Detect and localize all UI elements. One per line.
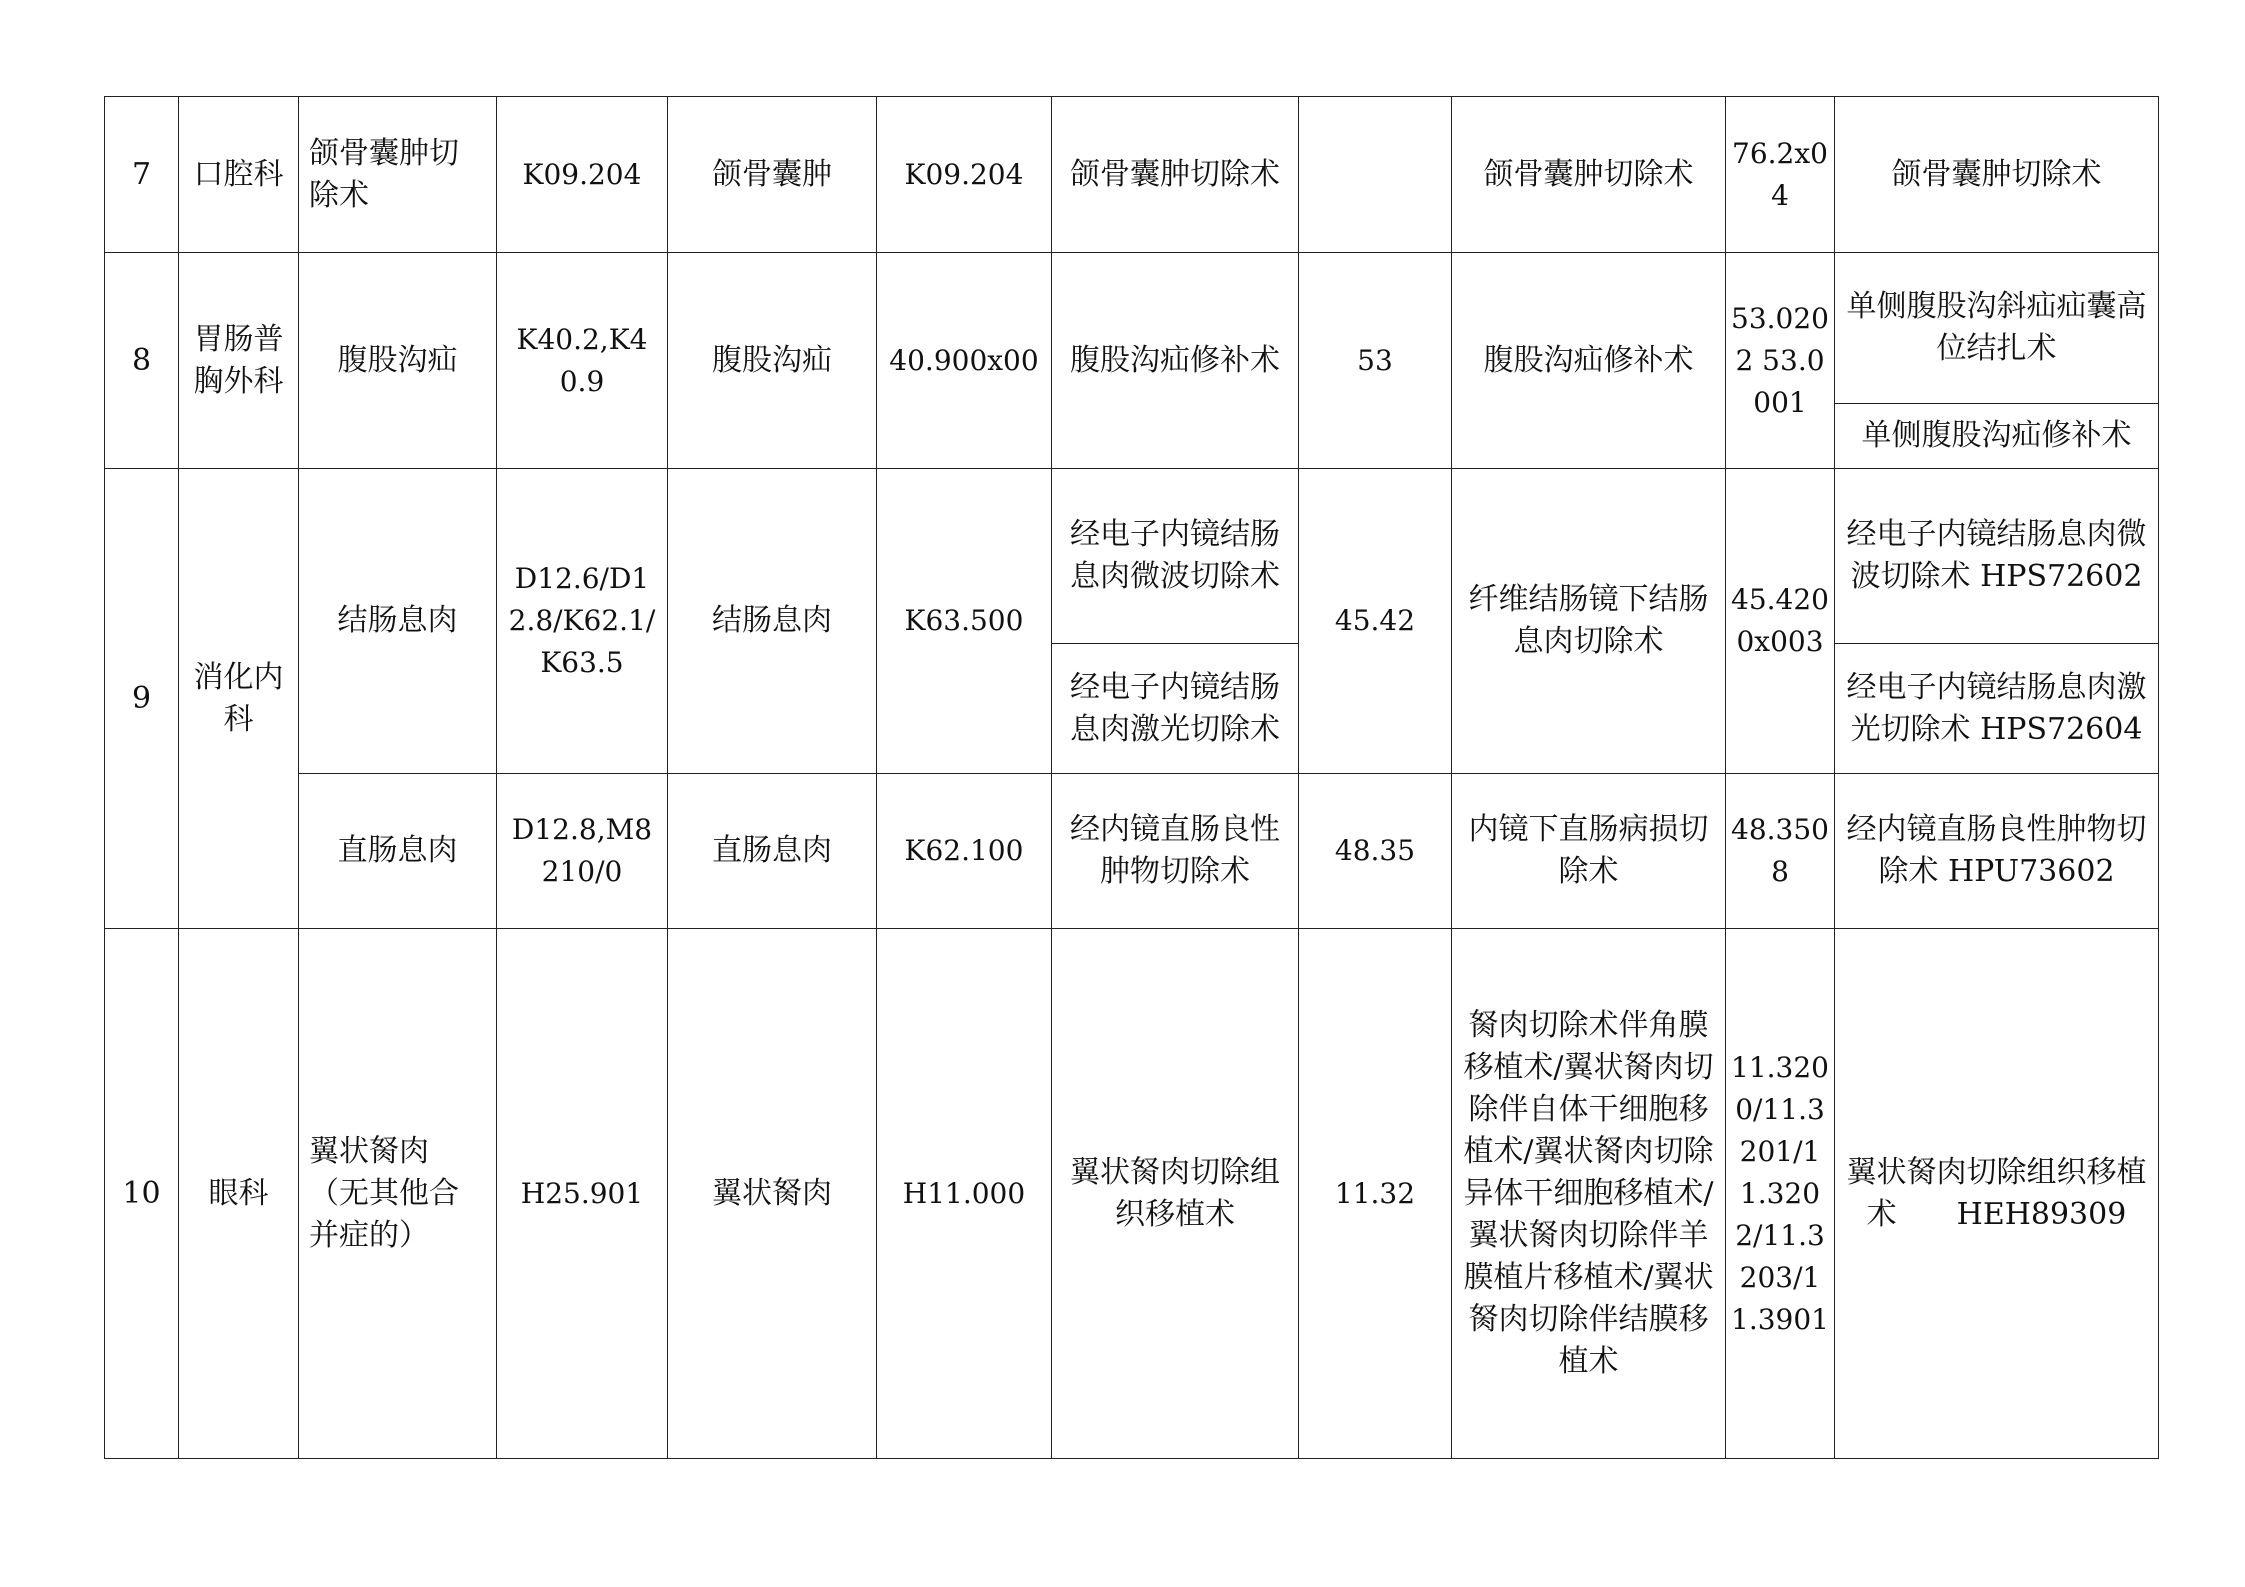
surgery-name: 经内镜直肠良性肿物切除术	[1052, 774, 1299, 929]
surgery-name: 翼状胬肉切除组织移植术	[1052, 929, 1299, 1459]
final-procedure: 经内镜直肠良性肿物切除术 HPU73602	[1835, 774, 2159, 929]
final-procedure: 经电子内镜结肠息肉微波切除术 HPS72602	[1835, 469, 2159, 644]
table-row	[105, 774, 2159, 929]
standard-disease-code: 40.900x00	[877, 253, 1052, 469]
row-number: 7	[105, 97, 179, 253]
surgery-name: 腹股沟疝修补术	[1052, 253, 1299, 469]
final-procedure: 翼状胬肉切除组织移植术 HEH89309	[1835, 929, 2159, 1459]
disease-name: 翼状胬肉（无其他合并症的）	[299, 929, 497, 1459]
final-procedure: 单侧腹股沟斜疝疝囊高位结扎术	[1835, 253, 2159, 404]
surgery-code: 45.42	[1299, 469, 1452, 774]
row-number: 9	[105, 469, 179, 929]
operation-code: 45.4200x003	[1726, 469, 1835, 774]
operation-code: 76.2x04	[1726, 97, 1835, 253]
disease-name: 结肠息肉	[299, 469, 497, 774]
standard-disease-name: 翼状胬肉	[668, 929, 877, 1459]
operation-code: 48.3508	[1726, 774, 1835, 929]
final-procedure: 单侧腹股沟疝修补术	[1835, 404, 2159, 469]
row-number: 10	[105, 929, 179, 1459]
disease-name: 直肠息肉	[299, 774, 497, 929]
diagnosis-code: K40.2,K40.9	[497, 253, 668, 469]
standard-disease-code: H11.000	[877, 929, 1052, 1459]
department: 消化内科	[179, 469, 299, 929]
table-row	[105, 469, 2159, 644]
surgery-name: 经电子内镜结肠息肉激光切除术	[1052, 644, 1299, 774]
disease-name: 颌骨囊肿切除术	[299, 97, 497, 253]
surgery-code	[1299, 97, 1452, 253]
diagnosis-code: H25.901	[497, 929, 668, 1459]
operation-name: 颌骨囊肿切除术	[1452, 97, 1726, 253]
table-row	[105, 929, 2159, 1459]
standard-disease-name: 腹股沟疝	[668, 253, 877, 469]
operation-name: 腹股沟疝修补术	[1452, 253, 1726, 469]
operation-name: 胬肉切除术伴角膜移植术/翼状胬肉切除伴自体干细胞移植术/翼状胬肉切除异体干细胞移植术/翼状胬肉切除伴羊膜植片移植术/翼状胬肉切除伴结膜移植术	[1452, 929, 1726, 1459]
surgery-code: 53	[1299, 253, 1452, 469]
diagnosis-code: K09.204	[497, 97, 668, 253]
final-procedure: 颌骨囊肿切除术	[1835, 97, 2159, 253]
disease-name: 腹股沟疝	[299, 253, 497, 469]
standard-disease-code: K63.500	[877, 469, 1052, 774]
final-procedure: 经电子内镜结肠息肉激光切除术 HPS72604	[1835, 644, 2159, 774]
surgery-name: 经电子内镜结肠息肉微波切除术	[1052, 469, 1299, 644]
department: 胃肠普胸外科	[179, 253, 299, 469]
department: 眼科	[179, 929, 299, 1459]
procedure-table	[104, 96, 2159, 1459]
row-number: 8	[105, 253, 179, 469]
operation-code: 11.3200/11.3201/11.3202/11.3203/11.3901	[1726, 929, 1835, 1459]
standard-disease-code: K62.100	[877, 774, 1052, 929]
surgery-code: 11.32	[1299, 929, 1452, 1459]
diagnosis-code: D12.6/D12.8/K62.1/K63.5	[497, 469, 668, 774]
surgery-name: 颌骨囊肿切除术	[1052, 97, 1299, 253]
operation-name: 纤维结肠镜下结肠息肉切除术	[1452, 469, 1726, 774]
standard-disease-code: K09.204	[877, 97, 1052, 253]
standard-disease-name: 直肠息肉	[668, 774, 877, 929]
standard-disease-name: 颌骨囊肿	[668, 97, 877, 253]
standard-disease-name: 结肠息肉	[668, 469, 877, 774]
department: 口腔科	[179, 97, 299, 253]
operation-code: 53.0202 53.0001	[1726, 253, 1835, 469]
diagnosis-code: D12.8,M8210/0	[497, 774, 668, 929]
table-row	[105, 97, 2159, 253]
table-row	[105, 253, 2159, 404]
operation-name: 内镜下直肠病损切除术	[1452, 774, 1726, 929]
surgery-code: 48.35	[1299, 774, 1452, 929]
